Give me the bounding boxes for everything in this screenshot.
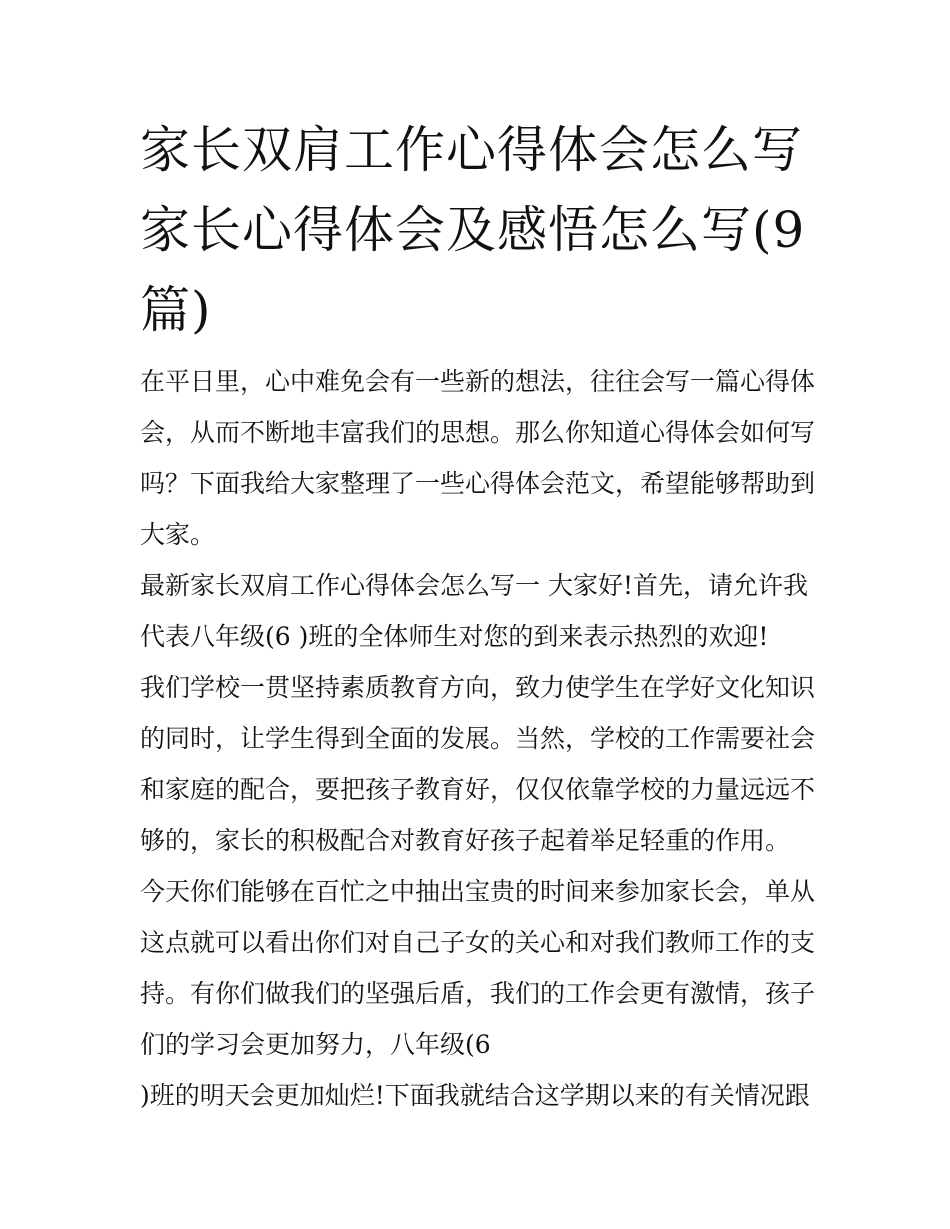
body-line: 大家。 [140, 520, 216, 549]
body-line: 们的学习会更加努力，八年级(6 [140, 1030, 491, 1059]
body-line: )班的明天会更加灿烂!下面我就结合这学期以来的有关情况跟 [140, 1081, 810, 1110]
body-line: 持。有你们做我们的坚强后盾，我们的工作会更有激情，孩子 [140, 979, 816, 1008]
body-line: 代表八年级(6 )班的全体师生对您的到来表示热烈的欢迎! [140, 622, 769, 651]
body-line: 我们学校一贯坚持素质教育方向，致力使学生在学好文化知识 [140, 673, 816, 702]
title-line-1: 家长双肩工作心得体会怎么写 [140, 121, 803, 179]
body-line: 今天你们能够在百忙之中抽出宝贵的时间来参加家长会，单从 [140, 877, 816, 906]
title-line-2: 家长心得体会及感悟怎么写(9 [140, 201, 806, 259]
document-body [140, 356, 820, 1121]
body-line: 会，从而不断地丰富我们的思想。那么你知道心得体会如何写 [140, 418, 816, 447]
body-line: 的同时，让学生得到全面的发展。当然，学校的工作需要社会 [140, 724, 816, 753]
document-title [140, 110, 820, 350]
body-line: 够的，家长的积极配合对教育好孩子起着举足轻重的作用。 [140, 826, 791, 855]
body-line: 最新家长双肩工作心得体会怎么写一 大家好!首先，请允许我 [140, 571, 808, 600]
body-line: 在平日里，心中难免会有一些新的想法，往往会写一篇心得体 [140, 367, 816, 396]
title-line-3: 篇) [140, 281, 212, 339]
body-line: 和家庭的配合，要把孩子教育好，仅仅依靠学校的力量远远不 [140, 775, 816, 804]
body-line: 吗？下面我给大家整理了一些心得体会范文，希望能够帮助到 [140, 469, 816, 498]
body-line: 这点就可以看出你们对自己子女的关心和对我们教师工作的支 [140, 928, 816, 957]
